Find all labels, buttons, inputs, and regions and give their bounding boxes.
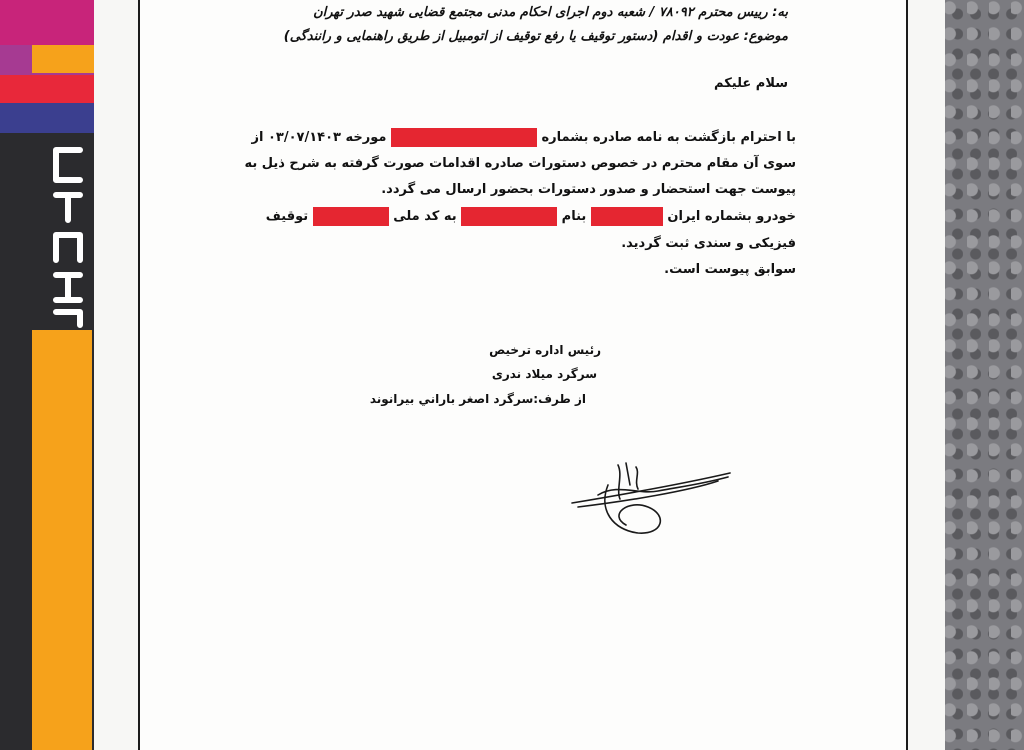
signer-name: سرگرد میلاد ندری [491, 367, 597, 381]
redacted-letter-number [391, 128, 537, 147]
brand-stripe-blue [0, 103, 94, 133]
document-page [138, 0, 908, 750]
redacted-owner-name [461, 207, 557, 226]
body-line-1-start: با احترام بازگشت به نامه صادره بشماره [541, 130, 796, 145]
body-line-2: سوی آن مقام محترم در خصوص دستورات صادره اقدامات صورت گرفته به شرح ذیل به [244, 156, 796, 171]
body-line-1-end: مورخه ۰۳/۰۷/۱۴۰۳ از [251, 130, 387, 145]
body-line-4-owner: بنام [561, 209, 587, 224]
redacted-plate-number [591, 207, 663, 226]
brand-bar-vertical [32, 330, 92, 750]
brand-stripe-red [0, 75, 94, 103]
redacted-national-id [313, 207, 389, 226]
recipient-line: به: رییس محترم ۷۸۰۹۲ / شعبه دوم اجرای احکام مدنی مجتمع قضایی شهید صدر تهران [313, 5, 788, 20]
body-line-4 [266, 204, 796, 230]
textured-background [945, 0, 1024, 750]
body-line-1 [252, 125, 797, 151]
brand-stripe-pink [0, 0, 94, 45]
signer-title: رئیس اداره ترخیص [489, 343, 601, 357]
body-line-4-vehicle: خودرو بشماره ایران [667, 209, 796, 224]
body-line-4-id: به کد ملی [393, 209, 457, 224]
document-paper [94, 0, 945, 750]
handwritten-signature [568, 455, 738, 545]
signer-on-behalf: از طرف:سرگرد اصغر باراني بيرانوند [369, 392, 586, 406]
body-line-5: فیزیکی و سندی ثبت گردید. [621, 236, 796, 251]
greeting: سلام علیکم [714, 76, 788, 91]
body-line-3: پیوست جهت استحضار و صدور دستورات بحضور ارسال می گردد. [381, 182, 796, 197]
brand-logo [48, 140, 88, 330]
subject-line: موضوع: عودت و اقدام (دستور توقیف یا رفع توقیف از اتومبیل از طریق راهنمایی و رانندگی) [283, 29, 788, 44]
body-line-6: سوابق پیوست است. [664, 262, 796, 277]
body-line-4-seizure: توقیف [265, 209, 309, 224]
